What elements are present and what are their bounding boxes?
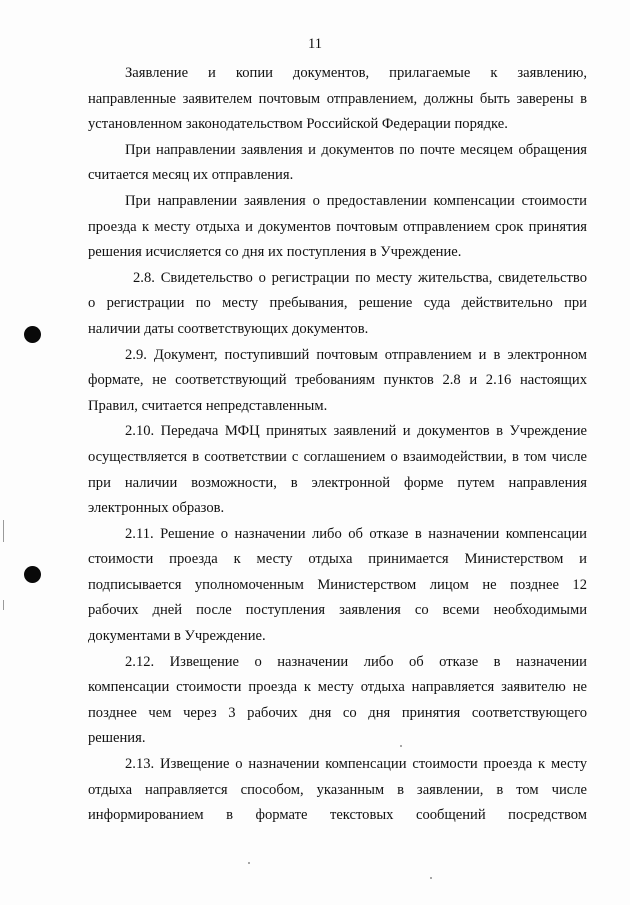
page-number: 11 xyxy=(308,36,322,52)
scan-edge-mark xyxy=(3,520,4,542)
text-line: 2.12. Извещение о назначении либо об отказе в назначении xyxy=(125,653,587,670)
scan-edge-mark xyxy=(3,600,4,610)
text-line: отдыха направляется способом, указанным в заявлении, в том числе xyxy=(88,781,587,798)
paragraph xyxy=(88,650,587,752)
text-line: формате, не соответствующий требованиям пунктов 2.8 и 2.16 настоящих xyxy=(88,372,587,389)
text-line: компенсации стоимости проезда к месту отдыха направляется заявителю не xyxy=(88,679,587,696)
text-line: 2.11. Решение о назначении либо об отказе в назначении компенсации xyxy=(125,525,587,542)
punch-hole-mark xyxy=(24,326,41,343)
text-line: рабочих дней после поступления заявления со всеми необходимыми xyxy=(88,602,587,619)
text-line: стоимости проезда к месту отдыха принимается Министерством и xyxy=(88,551,587,568)
text-line: электронных образов. xyxy=(88,500,225,517)
paragraph xyxy=(88,61,587,138)
text-line: Заявление и копии документов, прилагаемые к заявлению, xyxy=(125,65,587,81)
paragraph xyxy=(88,343,587,420)
paragraph xyxy=(88,419,587,521)
text-line: о регистрации по месту пребывания, решение суда действительно при xyxy=(88,295,587,312)
text-line: решения исчисляется со дня их поступления в Учреждение. xyxy=(88,244,462,261)
text-line: 2.9. Документ, поступивший почтовым отправлением и в электронном xyxy=(125,346,587,363)
text-line: проезда к месту отдыха и документов почтовым отправлением срок принятия xyxy=(88,218,587,235)
text-line: 2.10. Передача МФЦ принятых заявлений и документов в Учреждение xyxy=(125,423,587,440)
paragraph xyxy=(88,522,587,650)
text-line: При направлении заявления о предоставлении компенсации стоимости xyxy=(125,192,587,209)
text-line: 2.13. Извещение о назначении компенсации стоимости проезда к месту xyxy=(125,756,587,773)
scan-speck xyxy=(430,877,432,879)
paragraph xyxy=(88,189,587,266)
text-line: При направлении заявления и документов по почте месяцем обращения xyxy=(125,141,587,158)
text-line: установленном законодательством Российской Федерации порядке. xyxy=(88,116,508,133)
text-line: осуществляется в соответствии с соглашением о взаимодействии, в том числе xyxy=(88,448,587,465)
text-line: решения. xyxy=(88,730,146,747)
text-line: 2.8. Свидетельство о регистрации по месту жительства, свидетельство xyxy=(133,269,587,286)
scan-speck xyxy=(248,862,250,864)
text-line: информированием в формате текстовых сообщений посредством xyxy=(88,807,587,824)
text-line: Правил, считается непредставленным. xyxy=(88,397,328,414)
text-line: направленные заявителем почтовым отправлением, должны быть заверены в xyxy=(88,90,587,107)
paragraph xyxy=(88,138,587,189)
text-line: документами в Учреждение. xyxy=(88,628,266,645)
text-line: считается месяц их отправления. xyxy=(88,167,294,184)
document-body xyxy=(88,61,587,829)
text-line: подписывается уполномоченным Министерством лицом не позднее 12 xyxy=(88,576,587,593)
paragraph xyxy=(88,266,587,343)
paragraph xyxy=(88,752,587,829)
text-line: позднее чем через 3 рабочих дня со дня принятия соответствующего xyxy=(88,704,587,721)
text-line: наличии даты соответствующих документов. xyxy=(88,320,369,337)
punch-hole-mark xyxy=(24,566,41,583)
text-line: при наличии возможности, в электронной форме путем направления xyxy=(88,474,587,491)
